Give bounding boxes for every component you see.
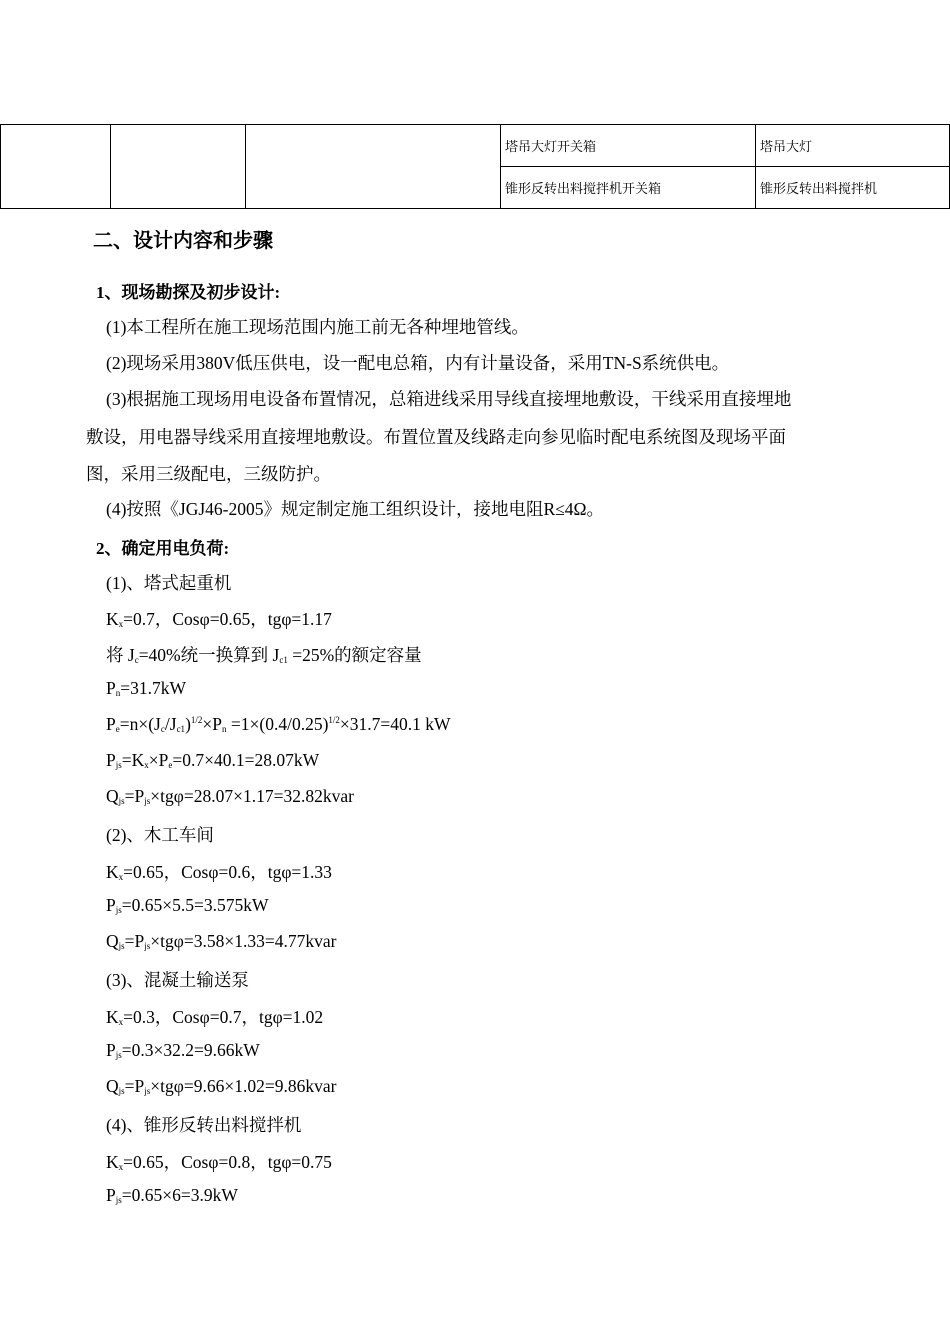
formula: $Q_{js}=P_{js}\times tg\varphi=3.58\times 1.33=4.77kvar$: [106, 931, 337, 951]
table-row: [1, 125, 950, 167]
paragraph: (4)按照《JGJ46-2005》规定制定施工组织设计，接地电阻R≤4Ω。: [106, 499, 605, 519]
formula: $K_x=0.3$，Cosφ=0.7，tgφ=1.02: [106, 1007, 324, 1027]
formula: 将 $J_c=40\%$统一换算到 $J_{c1} =25\%$的额定容量: [106, 645, 422, 665]
table-cell: [1, 125, 111, 209]
formula: $P_{js}=K_x\times P_e=0.7\times 40.1=28.07kW$: [106, 750, 320, 770]
equipment-heading: (1)、塔式起重机: [106, 573, 232, 593]
table-cell: 锥形反转出料搅拌机开关箱: [501, 167, 756, 209]
formula: $K_x=0.65$，Cosφ=0.8，tgφ=0.75: [106, 1152, 332, 1172]
equipment-table: [0, 124, 950, 209]
table-cell: [246, 125, 501, 209]
equipment-heading: (4)、锥形反转出料搅拌机: [106, 1115, 302, 1135]
subsection-title: 2、确定用电负荷:: [96, 539, 230, 558]
paragraph: (2)现场采用380V低压供电，设一配电总箱，内有计量设备，采用TN-S系统供电。: [106, 353, 730, 373]
formula: $P_{js}=0.65\times 5.5=3.575kW$: [106, 895, 269, 915]
equipment-heading: (2)、木工车间: [106, 825, 214, 845]
subsection-title: 1、现场勘探及初步设计:: [96, 283, 281, 302]
formula: $P_{js}=0.3\times 32.2=9.66kW$: [106, 1040, 260, 1060]
section-title: 二、设计内容和步骤: [93, 230, 273, 252]
table-cell: 塔吊大灯开关箱: [501, 125, 756, 167]
paragraph: (3)根据施工现场用电设备布置情况，总箱进线采用导线直接埋地敷设，干线采用直接埋地: [106, 389, 792, 409]
table-cell: 塔吊大灯: [756, 125, 950, 167]
table-cell: [111, 125, 246, 209]
paragraph: 图，采用三级配电，三级防护。: [86, 464, 331, 484]
paragraph: (1)本工程所在施工现场范围内施工前无各种埋地管线。: [106, 317, 529, 337]
formula: $K_x=0.7$，Cosφ=0.65，tgφ=1.17: [106, 609, 332, 629]
table-cell: 锥形反转出料搅拌机: [756, 167, 950, 209]
paragraph: 敷设，用电器导线采用直接埋地敷设。布置位置及线路走向参见临时配电系统图及现场平面: [86, 427, 786, 447]
equipment-heading: (3)、混凝土输送泵: [106, 970, 249, 990]
formula: $P_{js}=0.65\times 6=3.9kW$: [106, 1185, 238, 1205]
formula: $K_x=0.65$，Cosφ=0.6，tgφ=1.33: [106, 862, 332, 882]
formula: $Q_{js}=P_{js}\times tg\varphi=28.07\times 1.17=32.82kvar$: [106, 786, 354, 806]
formula: $P_n=31.7kW$: [106, 678, 186, 698]
formula: $Q_{js}=P_{js}\times tg\varphi=9.66\times 1.02=9.86kvar$: [106, 1076, 337, 1096]
formula: $P_e=n\times(J_c/J_{c1})^{1/2}\times P_n =1\times(0.4/0.25)^{1/2}\times 31.7=40.1$ kW: [106, 714, 451, 734]
